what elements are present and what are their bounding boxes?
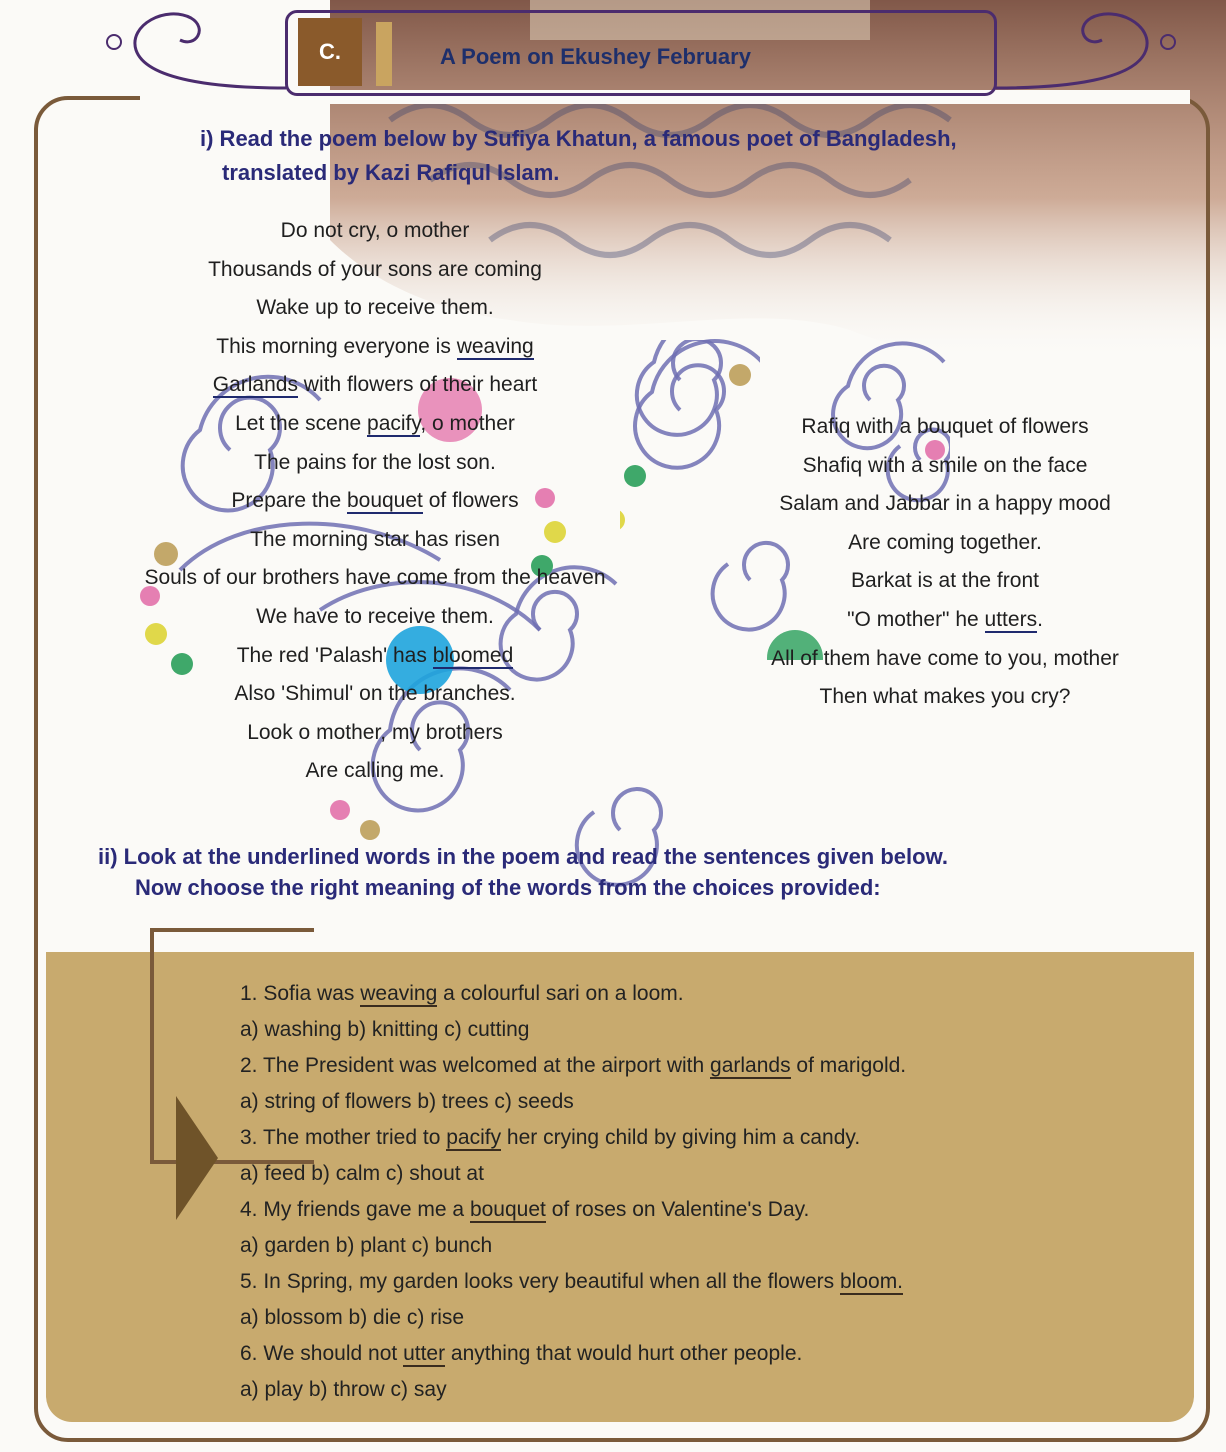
line-text: a) play b) throw c) say	[240, 1378, 447, 1401]
section-accent-bar	[376, 22, 392, 86]
poem-line	[740, 642, 1150, 681]
line-text: Are calling me.	[305, 759, 445, 783]
underlined-word: weaving	[360, 982, 438, 1005]
poem-line	[110, 214, 640, 253]
line-text: anything that would hurt other people.	[445, 1342, 803, 1365]
line-text: a) feed b) calm c) shout at	[240, 1162, 484, 1185]
part-i-instruction-line2: translated by Kazi Rafiqul Islam.	[222, 160, 560, 185]
line-text: 2. The President was welcomed at the airport with	[240, 1054, 711, 1077]
line-text: 5. In Spring, my garden looks very beautiful when all the flowers	[240, 1270, 840, 1293]
line-text: 6. We should not	[240, 1342, 404, 1365]
line-text: Also 'Shimul' on the branches.	[234, 682, 516, 706]
underlined-word: utter	[403, 1342, 446, 1365]
underlined-word: bouquet	[469, 1198, 546, 1221]
exercise-line	[240, 1228, 906, 1264]
poem-line	[110, 368, 640, 407]
poem-line	[110, 600, 640, 639]
poem-line	[110, 561, 640, 600]
line-text: Let the scene	[235, 411, 368, 435]
poem-line	[110, 754, 640, 793]
line-text: of marigold.	[790, 1054, 907, 1077]
line-text: Thousands of your sons are coming	[208, 257, 542, 281]
exercise-line	[240, 1300, 906, 1336]
exercise-line	[240, 1264, 906, 1300]
poem-line	[740, 603, 1150, 642]
line-text: Rafiq with a bouquet of flowers	[801, 415, 1089, 438]
part-ii-instruction-line1: ii) Look at the underlined words in the poem and read the sentences given below.	[98, 844, 948, 869]
poem-line	[110, 523, 640, 562]
line-text: This morning everyone is	[216, 334, 457, 358]
line-text: Shafiq with a smile on the face	[802, 453, 1088, 477]
line-text: All of them have come to you, mother	[771, 646, 1119, 670]
underlined-word: bouquet	[346, 489, 423, 513]
underlined-word: pacify	[446, 1126, 502, 1149]
exercise-line	[240, 1084, 906, 1120]
line-text: Then what makes you cry?	[819, 685, 1071, 709]
exercise-line	[240, 1336, 906, 1372]
underlined-word: pacify	[367, 411, 421, 435]
poem-line	[110, 484, 640, 523]
line-text: .	[1037, 607, 1043, 631]
line-text: Wake up to receive them.	[256, 296, 494, 320]
line-text: a colourful sari on a loom.	[437, 982, 684, 1005]
line-text: "O mother" he	[847, 607, 985, 631]
line-text: a) blossom b) die c) rise	[240, 1306, 465, 1329]
underlined-word: weaving	[456, 334, 534, 358]
line-text: of flowers	[422, 489, 519, 513]
section-label: C.	[298, 18, 362, 86]
exercise-line	[240, 1192, 906, 1228]
line-text: The red 'Palash' has	[236, 643, 433, 667]
underlined-word: bloom.	[839, 1270, 904, 1293]
left-ornament	[96, 0, 286, 90]
line-text: The morning star has risen	[250, 527, 500, 551]
arrow-icon	[176, 1096, 218, 1220]
exercise-line	[240, 1156, 906, 1192]
exercise-line	[240, 1048, 906, 1084]
underlined-word: garlands	[710, 1054, 791, 1077]
underlined-word: utters	[984, 607, 1038, 631]
part-i-instruction-line1: i) Read the poem below by Sufiya Khatun, a famous poet of Bangladesh,	[200, 126, 957, 151]
poem-right-column	[740, 410, 1150, 719]
exercise-line	[240, 976, 906, 1012]
line-text: Do not cry, o mother	[280, 219, 470, 242]
poem-line	[110, 253, 640, 292]
underlined-word: bloomed	[432, 643, 514, 667]
line-text: of roses on Valentine's Day.	[545, 1198, 810, 1221]
line-text: a) string of flowers b) trees c) seeds	[240, 1090, 574, 1113]
line-text: a) garden b) plant c) bunch	[240, 1234, 493, 1257]
poem-line	[110, 677, 640, 716]
right-ornament	[996, 0, 1186, 90]
poem-line	[740, 449, 1150, 488]
line-text: Look o mother, my brothers	[247, 720, 503, 744]
poem-line	[740, 487, 1150, 526]
line-text: Souls of our brothers have come from the heaven	[144, 566, 606, 590]
line-text: 4. My friends gave me a	[240, 1198, 470, 1221]
poem-left-column	[110, 214, 640, 793]
poem-line	[110, 330, 640, 369]
poem-line	[740, 410, 1150, 449]
page-title: A Poem on Ekushey February	[440, 44, 751, 69]
line-text: 1. Sofia was	[240, 982, 361, 1005]
poem-line	[110, 446, 640, 485]
poem-line	[740, 564, 1150, 603]
exercise-line	[240, 1372, 906, 1408]
exercise-list	[240, 976, 906, 1408]
line-text: her crying child by giving him a candy.	[501, 1126, 861, 1149]
line-text: Barkat is at the front	[851, 569, 1039, 593]
poem-line	[110, 639, 640, 678]
poem-line	[110, 716, 640, 755]
poem-line	[110, 407, 640, 446]
line-text: , o mother	[420, 411, 515, 435]
line-text: Are coming together.	[848, 530, 1042, 554]
underlined-word: Garlands	[212, 373, 298, 397]
poem-line	[740, 526, 1150, 565]
exercise-line	[240, 1120, 906, 1156]
line-text: with flowers of their heart	[297, 373, 538, 397]
poem-line	[110, 291, 640, 330]
line-text: 3. The mother tried to	[240, 1126, 447, 1149]
line-text: The pains for the lost son.	[254, 450, 496, 474]
exercise-line	[240, 1012, 906, 1048]
line-text: Salam and Jabbar in a happy mood	[779, 492, 1111, 516]
part-ii-instruction-line2: Now choose the right meaning of the words from the choices provided:	[135, 875, 881, 900]
line-text: a) washing b) knitting c) cutting	[240, 1018, 530, 1041]
line-text: We have to receive them.	[256, 604, 494, 628]
line-text: Prepare the	[231, 489, 347, 513]
poem-line	[740, 680, 1150, 719]
